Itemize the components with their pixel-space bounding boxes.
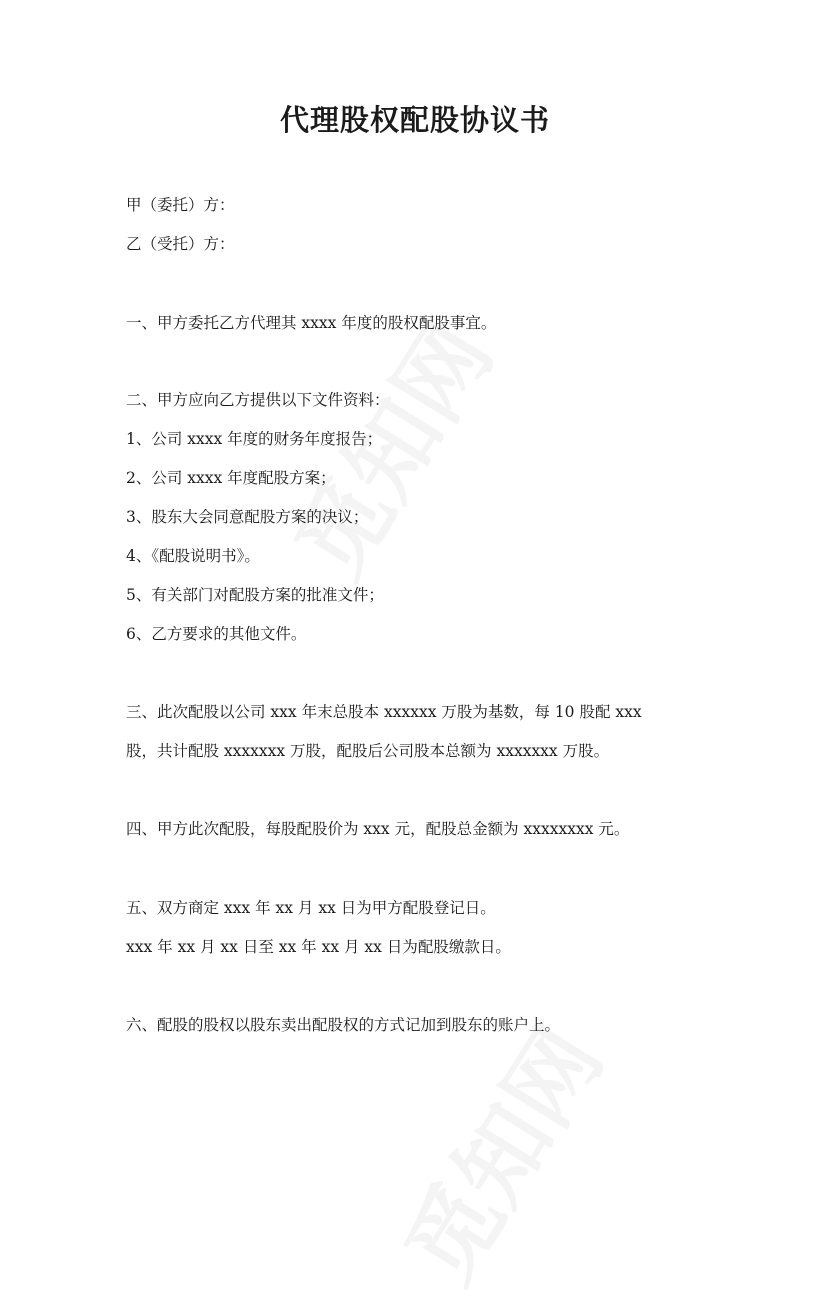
clause-2-item-3: 3、股东大会同意配股方案的决议； — [126, 508, 369, 526]
party-a-line: 甲（委托）方： — [126, 196, 235, 214]
clause-6: 六、配股的股权以股东卖出配股权的方式记加到股东的账户上。 — [126, 1016, 561, 1034]
clause-2-item-6: 6、乙方要求的其他文件。 — [126, 625, 307, 643]
clause-2-item-5: 5、有关部门对配股方案的批准文件； — [126, 586, 384, 604]
clause-2-item-2: 2、公司 xxxx 年度配股方案； — [126, 469, 336, 487]
clause-2-item-1: 1、公司 xxxx 年度的财务年度报告； — [126, 430, 383, 448]
clause-3-line-1: 三、此次配股以公司 xxx 年末总股本 xxxxxx 万股为基数，每 10 股配 xxx — [126, 703, 642, 721]
clause-3-line-2: 股，共计配股 xxxxxxx 万股，配股后公司股本总额为 xxxxxxx 万股。 — [126, 742, 610, 760]
clause-4: 四、甲方此次配股，每股配股价为 xxx 元，配股总金额为 xxxxxxxx 元。 — [126, 820, 630, 838]
clause-5-line-1: 五、双方商定 xxx 年 xx 月 xx 日为甲方配股登记日。 — [126, 899, 496, 917]
clause-2-item-4: 4、《配股说明书》。 — [126, 547, 260, 565]
document-title: 代理股权配股协议书 — [279, 103, 550, 137]
clause-1: 一、甲方委托乙方代理其 xxxx 年度的股权配股事宜。 — [126, 314, 497, 332]
watermark — [369, 999, 627, 1303]
clause-2-heading: 二、甲方应向乙方提供以下文件资料： — [126, 391, 390, 409]
clause-5-line-2: xxx 年 xx 月 xx 日至 xx 年 xx 月 xx 日为配股缴款日。 — [126, 938, 511, 956]
party-b-line: 乙（受托）方： — [126, 235, 235, 253]
